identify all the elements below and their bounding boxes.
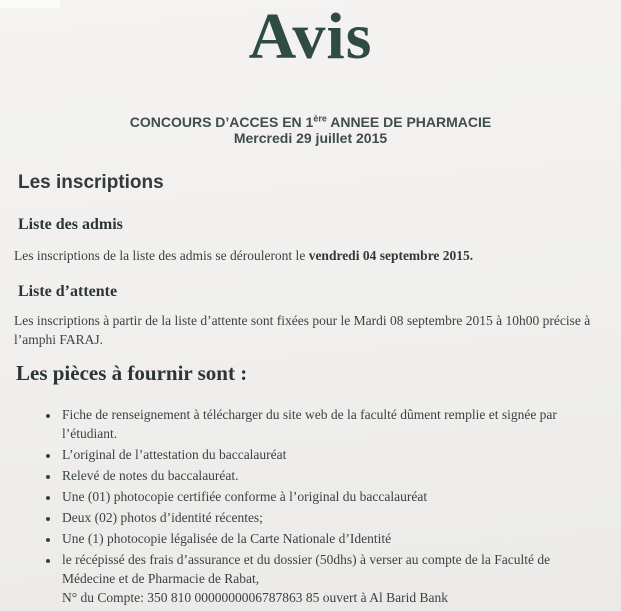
liste-attente-paragraph: Les inscriptions à partir de la liste d’attente sont fixées pour le Mardi 08 septembre 2015 à 10h00 précise à l’amphi FARAJ. — [14, 313, 591, 347]
recepisse-text: • le récépissé des frais d’assurance et du dossier (50dhs) à verser au compte de la Faculté de Médecine et de Pharmacie de Rabat, — [62, 552, 551, 586]
list-item-fiche: • Fiche de renseignement à télécharger du site web de la faculté dûment remplie et signée par l’étudiant. — [60, 405, 581, 443]
concours-heading-suffix: ANNEE DE PHARMACIE — [326, 114, 492, 130]
list-item-releve-notes: • Relevé de notes du baccalauréat. — [60, 466, 581, 485]
concours-heading — [14, 114, 607, 130]
list-item-photocopie-cni: • Une (1) photocopie légalisée de la Carte Nationale d’Identité — [60, 529, 581, 548]
scan-edge-artifact — [0, 0, 60, 8]
list-item-recepisse — [60, 550, 581, 607]
liste-admis-heading: Liste des admis — [18, 216, 123, 233]
notice-date: Mercredi 29 juillet 2015 — [233, 130, 388, 146]
liste-admis-paragraph — [14, 246, 607, 265]
list-item-original-attestation: • L’original de l’attestation du baccalauréat — [60, 445, 581, 464]
list-item-photos-identite: • Deux (02) photos d’identité récentes; — [60, 508, 581, 527]
admis-text: Les inscriptions de la liste des admis se dérouleront le — [14, 248, 309, 263]
pieces-heading: Les pièces à fournir sont : — [16, 361, 248, 385]
account-number-line: N° du Compte: 350 810 0000000006787863 85 ouvert à Al Barid Bank — [62, 590, 448, 605]
pieces-list — [14, 405, 581, 607]
admis-date-bold: vendredi 04 septembre 2015. — [308, 248, 474, 263]
section-inscriptions-heading: Les inscriptions — [18, 172, 164, 193]
document-title: Avis — [248, 0, 373, 73]
concours-heading-superscript: ère — [313, 113, 327, 124]
concours-heading-prefix: CONCOURS D’ACCES EN 1 — [129, 114, 314, 130]
list-item-photocopie-certifiee: • Une (01) photocopie certifiée conforme à l’original du baccalauréat — [60, 487, 581, 506]
liste-attente-heading: Liste d’attente — [18, 283, 118, 300]
